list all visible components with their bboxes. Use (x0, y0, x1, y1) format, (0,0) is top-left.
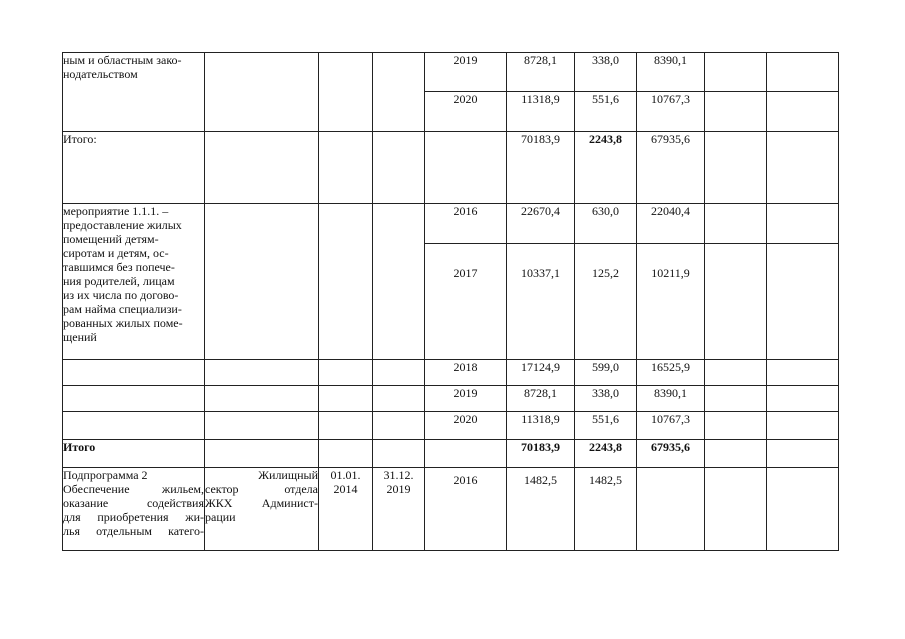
executor-line: сектор отдела (205, 482, 318, 496)
regional-cell: 67935,6 (637, 440, 705, 468)
total-cell: 8728,1 (507, 53, 575, 92)
total-cell: 10337,1 (507, 244, 575, 360)
table-row (63, 386, 839, 412)
year-cell: 2019 (425, 53, 507, 92)
subprogram-line: оказание содействия (63, 496, 204, 510)
total-cell: 70183,9 (507, 132, 575, 204)
activity-description: ным и областным зако- нодательством (63, 53, 205, 132)
federal-cell: 2243,8 (575, 440, 637, 468)
year-cell: 2018 (425, 360, 507, 386)
table-row (63, 132, 839, 204)
year-cell: 2017 (425, 244, 507, 360)
year-cell: 2016 (425, 468, 507, 551)
total-cell: 70183,9 (507, 440, 575, 468)
subprogram-line: Обеспечение жильем, (63, 482, 204, 496)
total-cell: 17124,9 (507, 360, 575, 386)
federal-cell: 599,0 (575, 360, 637, 386)
federal-cell: 630,0 (575, 204, 637, 244)
activity-description: мероприятие 1.1.1. – предоставление жилых помещений детям- сиротам и детям, ос- тавшимся без попече- ния родителей, лицам из их числа по догово- рам найма специализи- рованных жилых поме- щений (63, 204, 205, 360)
subprogram-line: лья отдельным катего- (63, 524, 204, 538)
total-cell: 11318,9 (507, 412, 575, 440)
table-row (63, 360, 839, 386)
year-cell: 2020 (425, 412, 507, 440)
total-cell: 11318,9 (507, 92, 575, 132)
federal-cell: 125,2 (575, 244, 637, 360)
year-cell: 2019 (425, 386, 507, 412)
federal-cell: 2243,8 (575, 132, 637, 204)
total-cell: 22670,4 (507, 204, 575, 244)
regional-cell: 22040,4 (637, 204, 705, 244)
regional-cell: 16525,9 (637, 360, 705, 386)
executor-line: рации (205, 510, 236, 524)
federal-cell: 338,0 (575, 386, 637, 412)
regional-cell: 8390,1 (637, 53, 705, 92)
federal-cell: 338,0 (575, 53, 637, 92)
federal-cell: 551,6 (575, 412, 637, 440)
subprogram-line: Подпрограмма 2 (63, 468, 148, 482)
total-label: Итого (63, 440, 205, 468)
federal-cell: 551,6 (575, 92, 637, 132)
total-cell: 1482,5 (507, 468, 575, 551)
table-row (63, 468, 839, 551)
total-cell: 8728,1 (507, 386, 575, 412)
subtotal-label: Итого: (63, 132, 205, 204)
end-date: 31.12. 2019 (373, 468, 425, 551)
table-row (63, 53, 839, 92)
executor-line: ЖКХ Админист- (205, 496, 318, 510)
table-row (63, 412, 839, 440)
regional-cell: 10767,3 (637, 92, 705, 132)
regional-cell: 8390,1 (637, 386, 705, 412)
year-cell: 2020 (425, 92, 507, 132)
subprogram-description (63, 468, 205, 551)
federal-cell: 1482,5 (575, 468, 637, 551)
year-cell: 2016 (425, 204, 507, 244)
executor (205, 468, 319, 551)
regional-cell: 10211,9 (637, 244, 705, 360)
subprogram-line: для приобретения жи- (63, 510, 204, 524)
table-row (63, 440, 839, 468)
regional-cell: 67935,6 (637, 132, 705, 204)
table-row (63, 204, 839, 244)
budget-table (62, 52, 839, 551)
regional-cell: 10767,3 (637, 412, 705, 440)
executor-line: Жилищный (258, 468, 318, 482)
start-date: 01.01. 2014 (319, 468, 373, 551)
